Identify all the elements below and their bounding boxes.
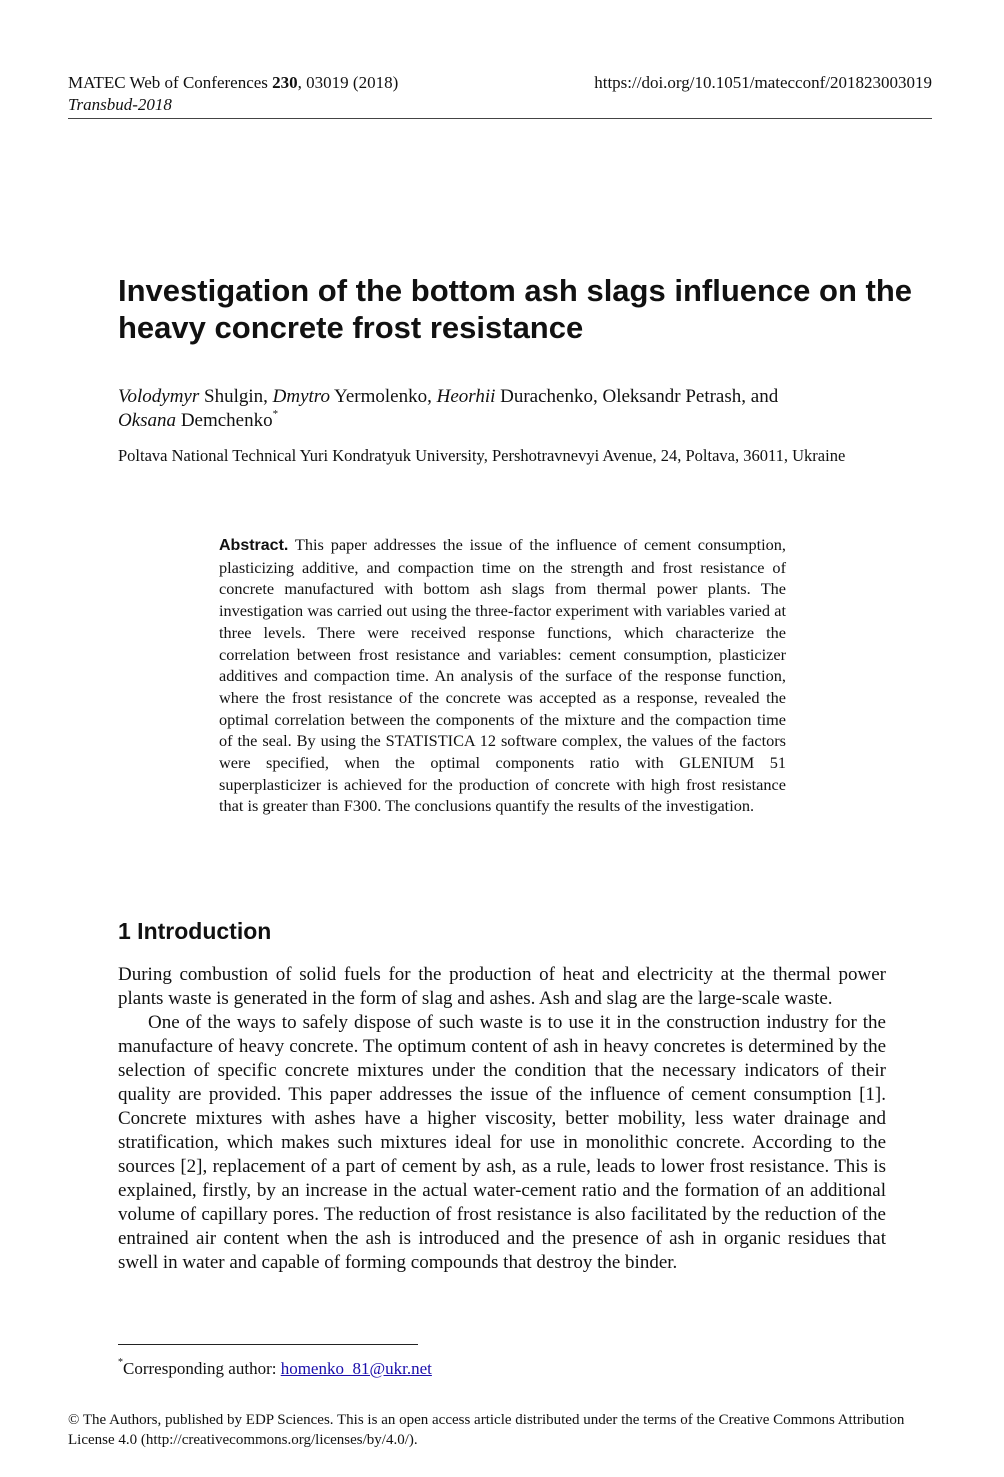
paragraph: During combustion of solid fuels for the production of heat and electricity at the thermal power plants waste is generated in the form of slag and ashes. Ash and slag are the large-scale waste. [118,964,886,1009]
journal-line: MATEC Web of Conferences 230, 03019 (2018) [68,73,399,92]
running-header-left [68,72,398,116]
footnote-label: Corresponding author: [123,1359,281,1378]
author-family-name: Shulgin [204,386,264,407]
abstract [219,534,786,817]
corresponding-author-mark: * [272,408,279,420]
doi-link[interactable]: https://doi.org/10.1051/matecconf/201823003019 [594,73,932,92]
footnote-divider [118,1344,418,1345]
volume-number: 230 [272,73,298,92]
paragraph: One of the ways to safely dispose of such waste is to use it in the construction industry for the manufacture of heavy concrete. The optimum content of ash in heavy concretes is determined by the selection of specific concrete mixtures under the condition that the necessary indicators of their quality are provided. This paper addresses the issue of the influence of cement consumption [1]. Concrete mixtures with ashes have a higher viscosity, better mobility, less water drainage and stratification, which makes such mixtures ideal for use in monolithic concrete. According to the sources [2], replacement of a part of cement by ash, as a rule, leads to lower frost resistance. This is explained, firstly, by an increase in the actual water-cement ratio and the formation of an additional volume of capillary pores. The reduction of frost resistance is also facilitated by the reduction of the entrained air content when the ash is introduced and the presence of ash in organic residues that swell in water and capable of forming compounds that destroy the binder. [118,1012,886,1273]
header-divider [68,118,932,119]
conference-name: Transbud-2018 [68,95,172,114]
author-family-name: Demchenko [180,410,273,431]
footnote [118,1358,432,1380]
author-given-name: Volodymyr [118,386,200,407]
author-given-name: Oksana [118,410,177,431]
author-given-name: Heorhii [436,386,496,407]
section-heading: 1 Introduction [118,918,272,944]
author-family-name: Durachenko [500,386,593,407]
license-notice: © The Authors, published by EDP Sciences. This is an open access article distributed under the terms of the Creative Commons Attribution License 4.0 (http://creativecommons.org/licenses/by/4.0/). [68,1412,905,1448]
author-family-name: Yermolenko [334,386,428,407]
affiliation: Poltava National Technical Yuri Kondratyuk University, Pershotravnevyi Avenue, 24, Poltava, 36011, Ukraine [118,446,846,465]
author-full-name: Oleksandr Petrash [602,386,742,407]
author-given-name: Dmytro [272,386,330,407]
introduction-body [118,963,886,1275]
author-email-link[interactable]: homenko_81@ukr.net [280,1359,432,1378]
author-list: Volodymyr Shulgin, Dmytro Yermolenko, Heorhii Durachenko, Oleksandr Petrash, and Oksana Demchenko* [118,386,779,431]
abstract-label: Abstract. [219,537,289,554]
footnote-mark: * [118,1357,123,1368]
abstract-text: This paper addresses the issue of the influence of cement consumption, plasticizing additive, and compaction time on the strength and frost resistance of concrete manufactured with bottom ash slags from thermal power plants. The investigation was carried out using the three-factor experiment with variables varied at three levels. There were received response functions, which characterize the correlation between frost resistance and variables: cement consumption, plasticizer additives and compaction time. An analysis of the surface of the response function, where the frost resistance of the concrete was accepted as a response, revealed the optimal correlation between the components of the mixture and the compaction time of the seal. By using the STATISTICA 12 software complex, the values of the factors were specified, when the optimal components ratio with GLENIUM 51 superplasticizer is achieved for the production of concrete with high frost resistance that is greater than F300. The conclusions quantify the results of the investigation. [219,535,786,816]
paper-title: Investigation of the bottom ash slags influence on the heavy concrete frost resistance [118,273,913,345]
